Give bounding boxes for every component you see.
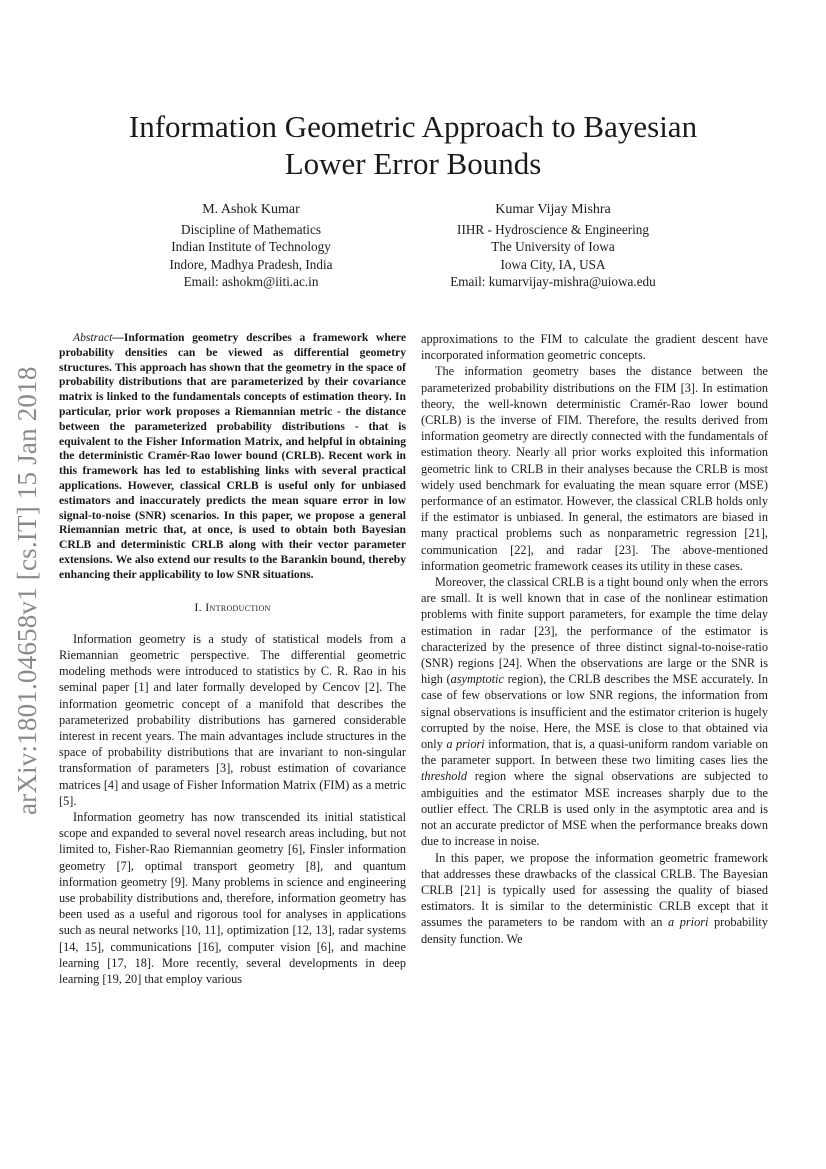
emphasis: a priori [667,915,709,930]
body-paragraph: The information geometry bases the distance between the parameterized probability distributions on the FIM [3]. In estimation theory, the well-known deterministic Cramér-Rao lower bound (CRLB) is the inverse of FIM. Therefore, the results derived from information geometry are directly connected with the fundamentals of estimation theory. Nearly all prior works exploited this information geometric link to CRLB in their analyses because the CRLB is most widely used benchmark for evaluating the mean square error (MSE) performance of an estimator. However, the classical CRLB holds only if the estimator is unbiased. In general, the estimators are biased in many practical problems such as nonparametric regression [21], communication [22], and radar [23]. The above-mentioned information geometric framework ceases its utility in these cases. [421,364,768,573]
author-name: Kumar Vijay Mishra [495,202,611,217]
arxiv-identifier: arXiv:1801.04658v1 [cs.IT] 15 Jan 2018 [12,366,42,815]
author-institution: The University of Iowa [491,239,615,254]
author-address: Iowa City, IA, USA [500,256,606,272]
paper-title [60,108,766,182]
author-block-2 [403,201,703,291]
body-paragraph [421,574,768,849]
section-title: Introduction [205,599,271,614]
text-run: In this paper, we propose the information geometric framework that addresses these drawbacks of the classical CRLB. The Bayesian CRLB [21] is typically used for assessing the quality of biased estimators. It is similar to the deterministic CRLB except that it assumes the parameters to be random with an [421,850,768,930]
left-column [59,331,406,987]
text-run: Moreover, the classical CRLB is a tight bound only when the errors are small. It is well known that in case of the nonlinear estimation problems with finite support parameters, for example the time delay estimation in radar [23], the performance of the estimator is characterized by the presence of three distinct signal-to-noise-ratio (SNR) regions [24]. When the observations are large or the SNR is high ( [421,575,768,687]
section-number: I. [194,599,206,614]
author-email: Email: ashokm@iiti.ac.in [183,274,319,289]
emphasis: asymptotic [450,672,504,687]
author-name: M. Ashok Kumar [202,202,300,217]
text-run: region where the signal observations are subjected to ambiguities and the estimator MSE increases sharply due to the outlier effect. The CRLB is used only in the asymptotic area and is not an accurate predictor of MSE when the performance breaks down due to increase in noise. [421,769,768,849]
title-line-1: Information Geometric Approach to Bayesian [128,109,698,144]
text-run: information, that is, a quasi-uniform random variable on the parameter support. In between these two limiting cases lies the [421,737,769,768]
emphasis: a priori [446,737,485,752]
abstract-text: —Information geometry describes a framework where probability densities can be viewed as differential geometry structures. This approach has shown that the geometry in the space of probability distributions that are parameterized by their covariance matrix is linked to the fundamentals concepts of estimation theory. In particular, prior work proposes a Riemannian metric - the distance between the parameterized probability distributions - that is equivalent to the Fisher Information Matrix, and helpful in obtaining the deterministic Cramér-Rao lower bound (CRLB). Recent work in this framework has led to establishing links with several practical applications. However, classical CRLB is useful only for unbiased estimators and inaccurately predicts the mean square error in low signal-to-noise (SNR) scenarios. In this paper, we propose a general Riemannian metric that, at once, is used to obtain both Bayesian CRLB and deterministic CRLB along with their vector parameter extensions. We also extend our results to the Barankin bound, thereby enhancing their applicability to low SNR situations. [59,331,406,581]
body-paragraph: Information geometry has now transcended its initial statistical scope and expanded to several novel research areas including, but not limited to, Fisher-Rao Riemannian geometry [6], Finsler information geometry [7], optimal transport geometry [8], and quantum information geometry [9]. Many problems in science and engineering use probability distributions and, therefore, information geometry has been used as a useful and rigorous tool for analyses in applications such as neural networks [10, 11], optimization [12, 13], radar systems [14, 15], communications [16], computer vision [6], and machine learning [17, 18]. More recently, several developments in deep learning [19, 20] that employ various [59,809,406,987]
right-column [421,331,768,947]
emphasis: threshold [421,769,467,784]
title-line-2: Lower Error Bounds [284,146,542,181]
text-run: region), the CRLB describes the MSE accurately. In case of few observations or low SNR regions, the information from signal observations is insufficient and the estimator criterion is hugely corrupted by the noise. Here, the MSE is close to that obtained via only [421,672,768,752]
author-department: Discipline of Mathematics [181,221,321,237]
section-heading [59,599,406,615]
abstract [59,331,406,583]
author-block-1 [101,201,401,291]
body-paragraph: Information geometry is a study of statistical models from a Riemannian geometric perspective. The differential geometric modeling methods were introduced to statistics by C. R. Rao in his seminal paper [1] and later formally developed by Cencov [2]. The information geometric concept of a manifold that describes the parameterized probability distributions has garnered considerable interest in recent years. The main advantages include structures in the space of probability distributions that are invariant to non-singular transformation of parameters [3], robust estimation of covariance matrices [4] and usage of Fisher Information Matrix (FIM) as a metric [5]. [59,631,406,808]
author-department: IIHR - Hydroscience & Engineering [457,221,649,237]
body-paragraph [421,850,768,947]
author-institution: Indian Institute of Technology [171,239,331,254]
abstract-label: Abstract [73,331,113,344]
body-paragraph: approximations to the FIM to calculate the gradient descent have incorporated information geometric concepts. [421,332,768,363]
author-email: Email: kumarvijay-mishra@uiowa.edu [450,274,656,289]
author-address: Indore, Madhya Pradesh, India [169,256,333,272]
text-run: probability density function. We [421,915,768,946]
